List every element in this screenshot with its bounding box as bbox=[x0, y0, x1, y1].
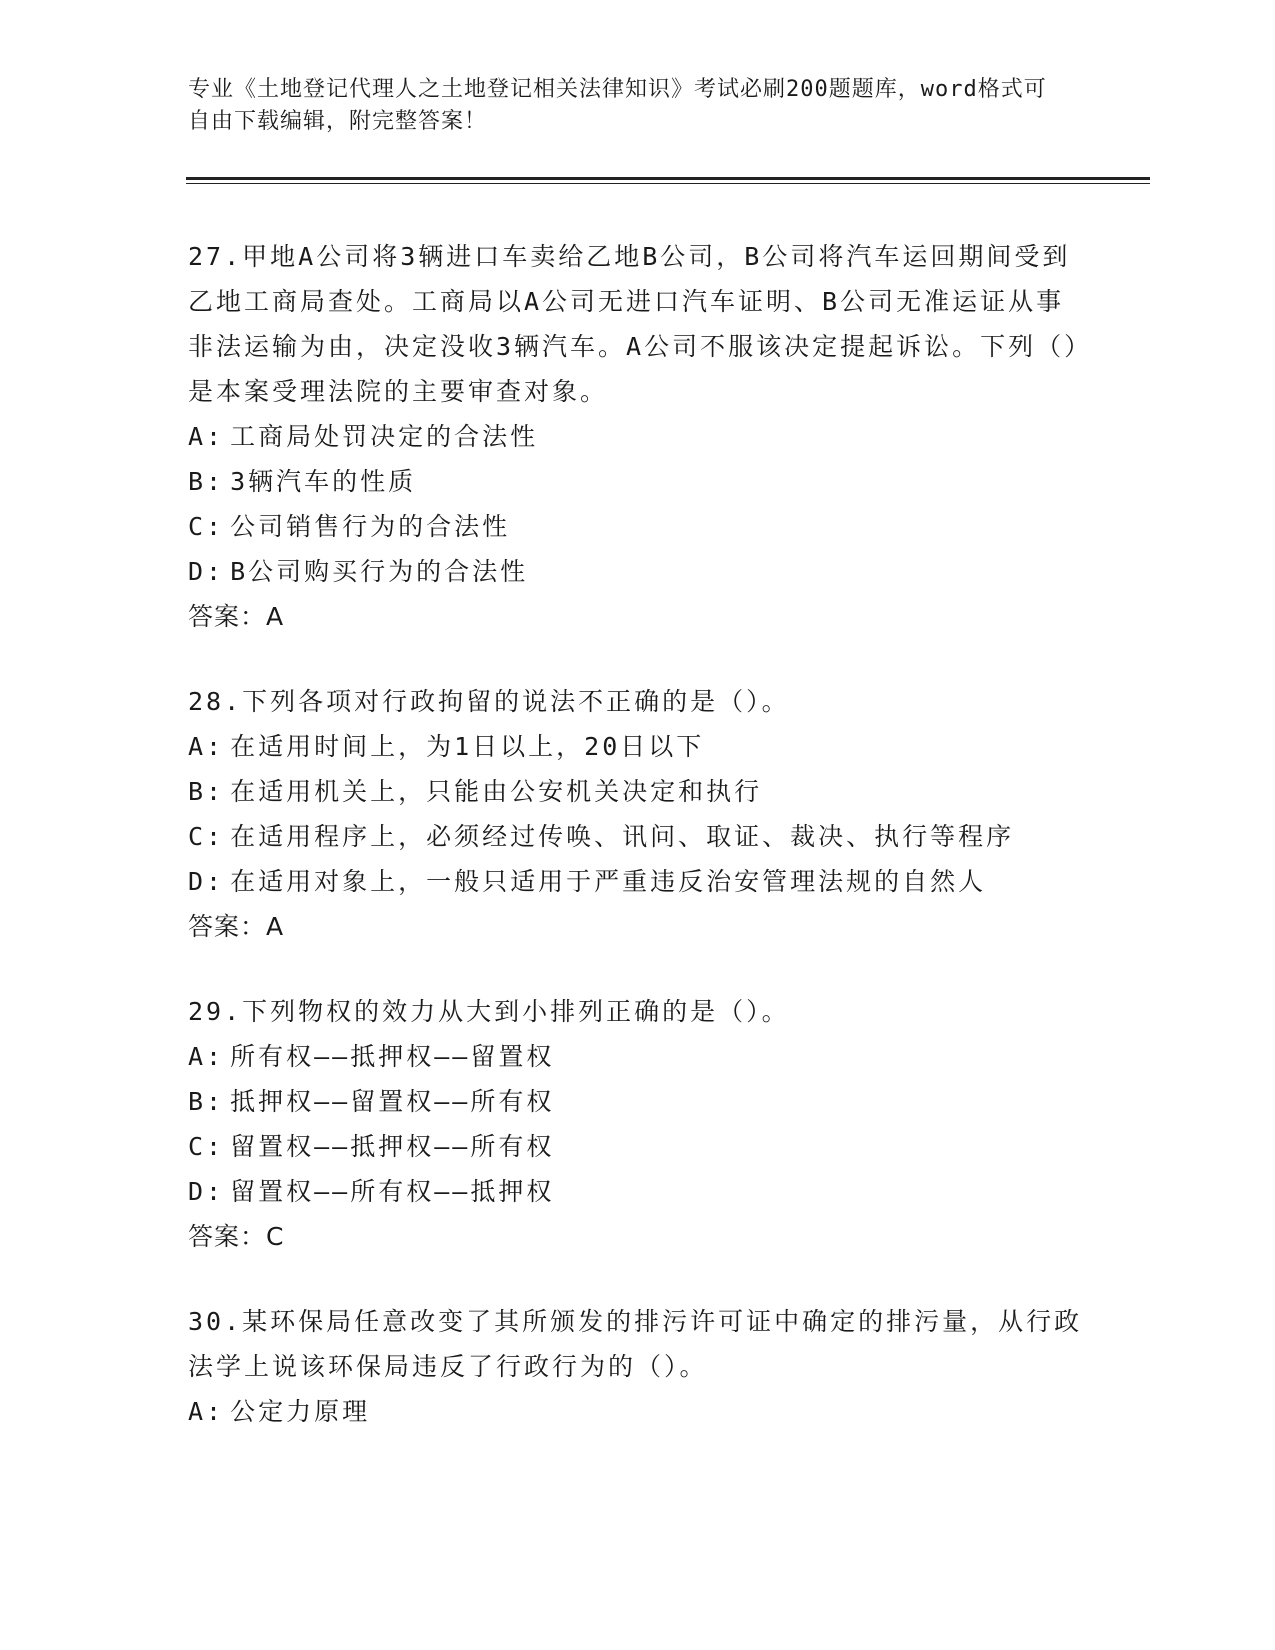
answer-line: 答案：C bbox=[188, 1222, 285, 1251]
option-text: 3辆汽车的性质 bbox=[230, 467, 417, 496]
option-key: C: bbox=[188, 512, 225, 541]
document-header: 专业《土地登记代理人之土地登记相关法律知识》考试必刷200题题库，word格式可自由下载编辑，附完整答案！ bbox=[188, 77, 1047, 134]
option-text: 留置权——所有权——抵押权 bbox=[230, 1177, 555, 1206]
question-27 bbox=[188, 234, 1088, 639]
option-a bbox=[188, 414, 1088, 459]
question-28 bbox=[188, 679, 1088, 949]
option-key: A: bbox=[188, 732, 225, 761]
question-30 bbox=[188, 1299, 1088, 1434]
option-text: 留置权——抵押权——所有权 bbox=[230, 1132, 555, 1161]
option-d bbox=[188, 549, 1088, 594]
option-d bbox=[188, 1169, 1088, 1214]
option-key: A: bbox=[188, 1397, 225, 1426]
option-d bbox=[188, 859, 1088, 904]
option-key: D: bbox=[188, 557, 225, 586]
question-list bbox=[188, 234, 1088, 1434]
option-text: 在适用机关上，只能由公安机关决定和执行 bbox=[230, 777, 763, 806]
option-key: A: bbox=[188, 1042, 225, 1071]
option-text: 工商局处罚决定的合法性 bbox=[230, 422, 539, 451]
option-a bbox=[188, 1389, 1088, 1434]
option-text: 所有权——抵押权——留置权 bbox=[230, 1042, 555, 1071]
option-c bbox=[188, 504, 1088, 549]
option-text: 在适用程序上，必须经过传唤、讯问、取证、裁决、执行等程序 bbox=[230, 822, 1015, 851]
option-b bbox=[188, 459, 1088, 504]
question-stem: 28.下列各项对行政拘留的说法不正确的是（）。 bbox=[188, 687, 790, 716]
option-text: 公定力原理 bbox=[230, 1397, 371, 1426]
option-key: A: bbox=[188, 422, 225, 451]
option-key: C: bbox=[188, 1132, 225, 1161]
option-key: D: bbox=[188, 1177, 225, 1206]
option-key: B: bbox=[188, 777, 225, 806]
header-divider-thick bbox=[186, 177, 1150, 180]
option-key: D: bbox=[188, 867, 225, 896]
answer-line: 答案：A bbox=[188, 602, 285, 631]
option-b bbox=[188, 769, 1088, 814]
option-text: 公司销售行为的合法性 bbox=[230, 512, 511, 541]
option-c bbox=[188, 1124, 1088, 1169]
answer-line: 答案：A bbox=[188, 912, 285, 941]
question-stem: 29.下列物权的效力从大到小排列正确的是（）。 bbox=[188, 997, 790, 1026]
question-stem: 30.某环保局任意改变了其所颁发的排污许可证中确定的排污量，从行政法学上说该环保局违反了行政行为的（）。 bbox=[188, 1307, 1083, 1381]
option-b bbox=[188, 1079, 1088, 1124]
option-text: B公司购买行为的合法性 bbox=[230, 557, 529, 586]
option-a bbox=[188, 1034, 1088, 1079]
option-text: 在适用对象上，一般只适用于严重违反治安管理法规的自然人 bbox=[230, 867, 987, 896]
option-c bbox=[188, 814, 1088, 859]
option-key: C: bbox=[188, 822, 225, 851]
header-divider-thin bbox=[186, 183, 1150, 184]
option-text: 在适用时间上，为1日以上，20日以下 bbox=[230, 732, 705, 761]
question-29 bbox=[188, 989, 1088, 1259]
option-key: B: bbox=[188, 467, 225, 496]
option-text: 抵押权——留置权——所有权 bbox=[230, 1087, 555, 1116]
option-a bbox=[188, 724, 1088, 769]
question-stem: 27.甲地A公司将3辆进口车卖给乙地B公司，B公司将汽车运回期间受到乙地工商局查处。工商局以A公司无进口汽车证明、B公司无准运证从事非法运输为由，决定没收3辆汽车。A公司不服该决定提起诉讼。下列（）是本案受理法院的主要审查对象。 bbox=[188, 242, 1080, 406]
option-key: B: bbox=[188, 1087, 225, 1116]
